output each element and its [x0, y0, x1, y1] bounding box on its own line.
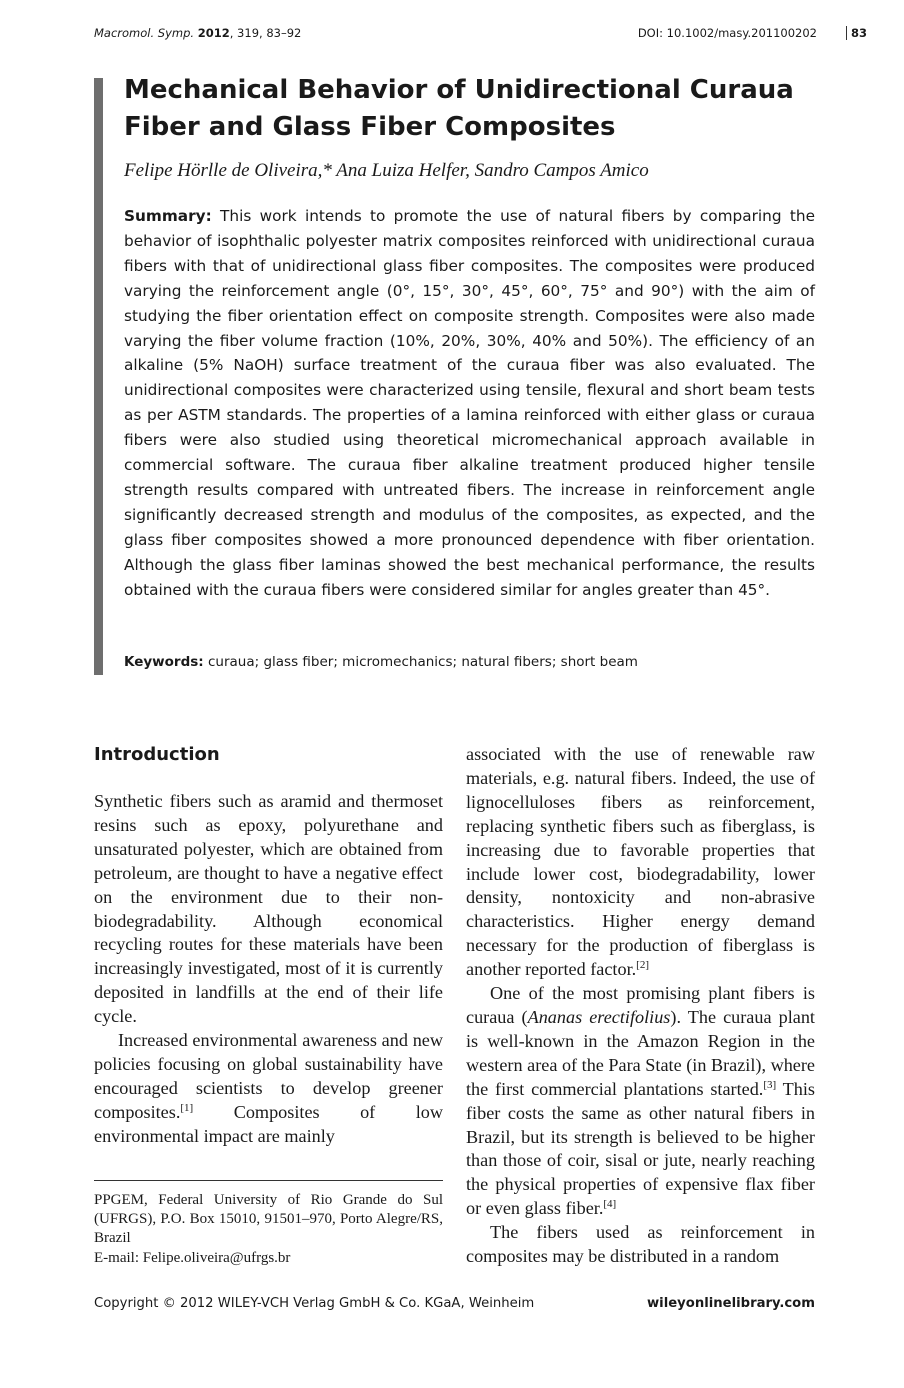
affiliation-footnote [94, 1191, 443, 1268]
page-number: 83 [846, 26, 867, 40]
intro-paragraph-2-continued [466, 743, 815, 982]
keywords [124, 654, 815, 670]
intro-paragraph-3-text-b: ). The curaua plant is well-known in the Amazon Region in the western area of the Para State (in Brazil), where the first commercial plantations started. [466, 1006, 815, 1099]
intro-paragraph-1: Synthetic fibers such as aramid and thermoset resins such as epoxy, polyurethane and unsaturated polyester, which are obtained from petroleum, are thought to have a negative effect on the environment due to their non-biodegradability. Although economical recycling routes for these materials have been increasingly investigated, most of it is currently deposited in landfills at the end of their life cycle. [94, 791, 443, 1027]
intro-paragraph-3-text-c: This fiber costs the same as other natural fibers in Brazil, but its strength is believed to be higher than those of coir, sisal or jute, nearly reaching the physical properties of expensive flax fiber or even glass fiber. [466, 1078, 815, 1219]
page-footer [94, 1296, 815, 1314]
journal-year: 2012 [197, 26, 230, 40]
left-column [94, 742, 443, 1149]
doi: DOI: 10.1002/masy.201100202 [637, 26, 817, 40]
citation-ref-4[interactable]: [4] [603, 1198, 617, 1211]
intro-paragraph-2-text-end: Composites of low environmental impact are mainly [94, 1101, 443, 1146]
abstract-side-bar [94, 78, 103, 675]
citation-ref-1[interactable]: [1] [180, 1101, 194, 1114]
summary-label: Summary: [124, 207, 212, 225]
intro-paragraph-3-text-a: One of the most promising plant fibers is curaua ( [466, 983, 815, 1027]
citation-ref-2[interactable]: [2] [636, 959, 649, 972]
journal-name: Macromol. Symp. [94, 26, 195, 40]
author-list: Felipe Hörlle de Oliveira,* Ana Luiza Helfer, Sandro Campos Amico [124, 160, 649, 181]
intro-paragraph-2 [94, 1029, 443, 1149]
footnote-divider [94, 1180, 443, 1181]
journal-citation [94, 26, 301, 40]
species-name: Ananas erectifolius [527, 1006, 671, 1027]
intro-paragraph-2-text: Increased environmental awareness and new policies focusing on global sustainability have encouraged scientists to develop greener composites. [94, 1030, 443, 1122]
intro-paragraph-4: The fibers used as reinforcement in composites may be distributed in a random [466, 1222, 815, 1267]
article-title: Mechanical Behavior of Unidirectional Curaua Fiber and Glass Fiber Composites [124, 75, 794, 142]
copyright-notice: Copyright © 2012 WILEY-VCH Verlag GmbH & Co. KGaA, Weinheim [94, 1296, 535, 1311]
running-header [94, 26, 869, 42]
journal-volume-pages: , 319, 83–92 [229, 26, 302, 40]
keywords-label: Keywords: [124, 654, 204, 670]
summary-text: This work intends to promote the use of natural fibers by comparing the behavior of isophthalic polyester matrix composites reinforced with unidirectional curaua fibers with that of unidirectional glass fiber composites. The composites were produced varying the reinforcement angle (0°, 15°, 30°, 45°, 60°, 75° and 90°) with the aim of studying the fiber orientation effect on composite strength. Composites were also made varying the fiber volume fraction (10%, 20%, 30%, 40% and 50%). The efficiency of an alkaline (5% NaOH) surface treatment of the curaua fiber was also evaluated. The unidirectional composites were characterized using tensile, flexural and short beam tests as per ASTM standards. The properties of a lamina reinforced with either glass or curaua fibers were also studied using theoretical micromechanical approach available in commercial software. The curaua fiber alkaline treatment produced higher tensile strength results compared with untreated fibers. The increase in reinforcement angle significantly decreased strength and modulus of the composites, as expected, and the glass fiber composites showed a more pronounced dependence with fiber orientation. Although the glass fiber laminas showed the best mechanical performance, the results obtained with the curaua fibers were considered similar for angles greater than 45°. [124, 207, 815, 599]
right-column [466, 743, 815, 1269]
abstract-summary [124, 204, 815, 603]
keywords-text: curaua; glass fiber; micromechanics; natural fibers; short beam [203, 654, 638, 670]
citation-ref-3[interactable]: [3] [763, 1078, 777, 1091]
intro-paragraph-2-continued-text: associated with the use of renewable raw materials, e.g. natural fibers. Indeed, the use of lignocelluloses fibers as reinforcement, replacing synthetic fibers such as fiberglass, is increasing due to favorable properties that include lower cost, biodegradability, lower density, nontoxicity and non-abrasive characteristics. Higher energy demand necessary for the production of fiberglass is another reported factor. [466, 744, 815, 980]
publisher-website-link[interactable]: wileyonlinelibrary.com [647, 1296, 815, 1311]
contact-email: E-mail: Felipe.oliveira@ufrgs.br [94, 1249, 291, 1266]
section-heading-introduction: Introduction [94, 744, 220, 765]
intro-paragraph-3 [466, 982, 815, 1221]
affiliation-text: PPGEM, Federal University of Rio Grande do Sul (UFRGS), P.O. Box 15010, 91501–970, Porto Alegre/RS, Brazil [94, 1192, 443, 1247]
